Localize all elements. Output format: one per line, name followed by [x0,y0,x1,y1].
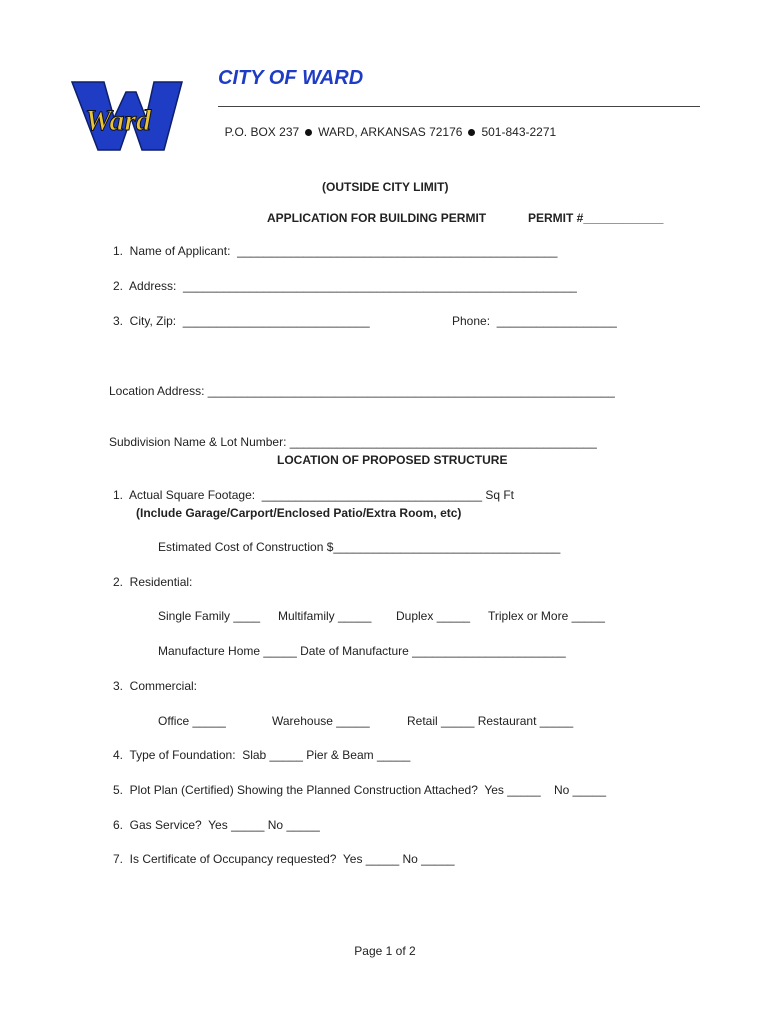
city-title: CITY OF WARD [218,67,364,89]
applicant-phone-field[interactable]: Phone: __________________ [452,314,617,328]
residential-label: 2. Residential: [113,575,193,589]
city-state-zip: WARD, ARKANSAS 72176 [318,125,463,139]
commercial-label: 3. Commercial: [113,679,198,693]
location-address-field[interactable]: Location Address: _____________________________________________________________ [109,384,615,398]
foundation-field[interactable]: 4. Type of Foundation: Slab _____ Pier & Beam _____ [113,748,411,762]
plot-plan-field[interactable]: 5. Plot Plan (Certified) Showing the Planned Construction Attached? Yes _____ No _____ [113,783,606,797]
multifamily-field[interactable]: Multifamily _____ [278,609,372,623]
logo-text: Ward [84,104,152,137]
phone-number: 501-843-2271 [481,125,557,139]
subdivision-field[interactable]: Subdivision Name & Lot Number: ______________________________________________ [109,435,597,449]
warehouse-field[interactable]: Warehouse _____ [272,714,370,728]
po-box: P.O. BOX 237 [224,125,300,139]
construction-cost-field[interactable]: Estimated Cost of Construction $__________________________________ [158,540,561,554]
permit-number-field[interactable]: PERMIT #____________ [528,211,664,225]
header-divider [218,106,700,107]
applicant-address-field[interactable]: 2. Address: ___________________________________________________________ [113,279,577,293]
city-logo [70,78,184,154]
applicant-name-field[interactable]: 1. Name of Applicant: ________________________________________________ [113,244,558,258]
duplex-field[interactable]: Duplex _____ [396,609,471,623]
triplex-field[interactable]: Triplex or More _____ [488,609,605,623]
address-line [218,111,556,139]
square-footage-note: (Include Garage/Carport/Enclosed Patio/Extra Room, etc) [136,506,462,520]
manufacture-home-field[interactable]: Manufacture Home _____ Date of Manufacture _______________________ [158,644,566,658]
bullet-icon [305,129,312,136]
single-family-field[interactable]: Single Family ____ [158,609,261,623]
applicant-city-zip-field[interactable]: 3. City, Zip: ____________________________ [113,314,370,328]
bullet-icon [468,129,475,136]
gas-service-field[interactable]: 6. Gas Service? Yes _____ No _____ [113,818,320,832]
square-footage-field[interactable]: 1. Actual Square Footage: _________________________________ Sq Ft [113,488,515,502]
retail-restaurant-field[interactable]: Retail _____ Restaurant _____ [407,714,574,728]
section-heading: LOCATION OF PROPOSED STRUCTURE [277,453,508,467]
form-subtitle: (OUTSIDE CITY LIMIT) [322,180,449,194]
occupancy-field[interactable]: 7. Is Certificate of Occupancy requested? Yes _____ No _____ [113,852,455,866]
office-field[interactable]: Office _____ [158,714,226,728]
form-title: APPLICATION FOR BUILDING PERMIT [267,211,487,225]
page-number: Page 1 of 2 [354,944,416,958]
